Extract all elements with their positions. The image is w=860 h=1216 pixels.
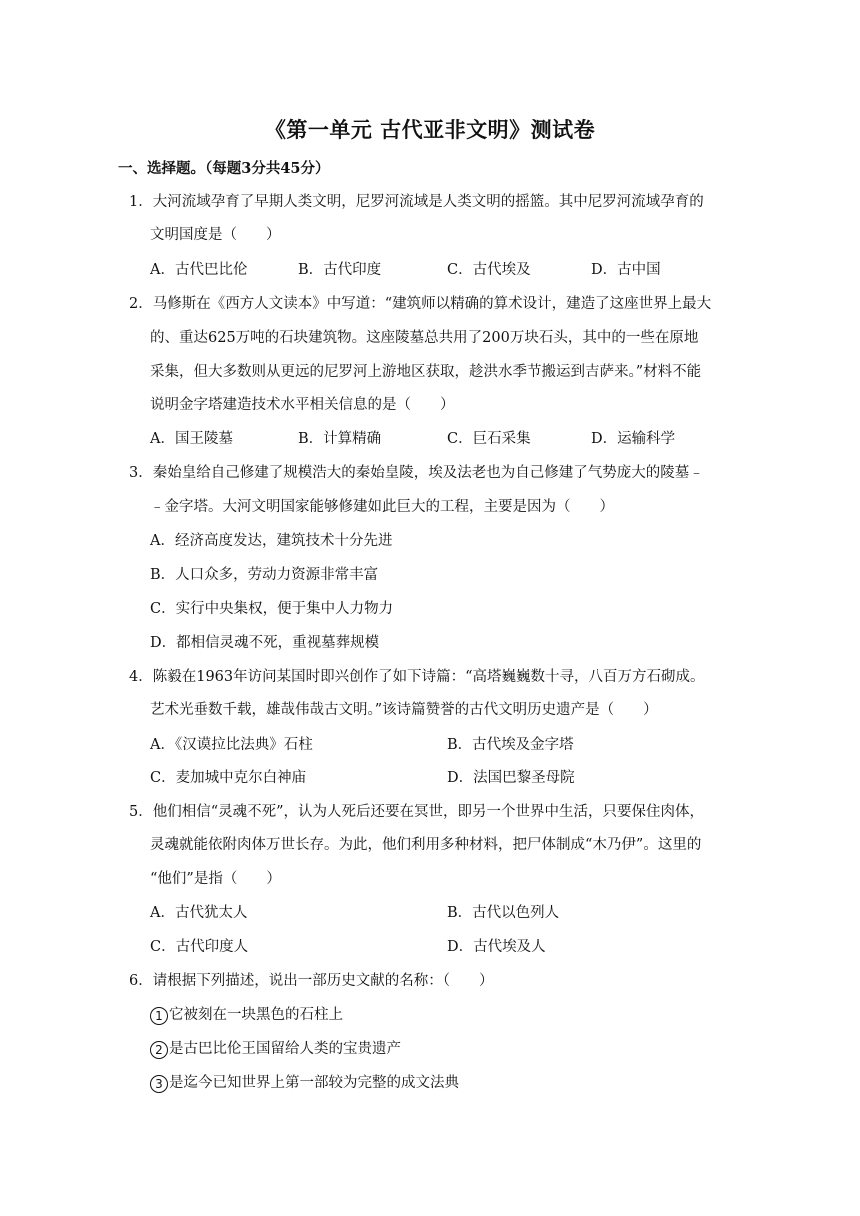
question-4-line-2: 艺术光垂数千载，雄哉伟哉古文明。”该诗篇赞誉的古代文明历史遗产是（ ）: [150, 702, 658, 718]
question-5-line-3: “他们”是指（ ）: [150, 871, 281, 887]
question-3-line-1: 3．秦始皇给自己修建了规模浩大的秦始皇陵，埃及法老也为自己修建了气势庞大的陵墓﹣: [129, 465, 704, 481]
clue-item-3: [150, 1071, 459, 1093]
question-2-line-2: 的、重达625万吨的石块建筑物。这座陵墓总共用了200万块石头，其中的一些在原地: [150, 330, 699, 346]
question-6-line-1: 6．请根据下列描述，说出一部历史文献的名称：（ ）: [129, 973, 494, 989]
clue-item-2: [150, 1037, 401, 1059]
option-c: C．古代埃及: [447, 262, 531, 278]
option-a: A．国王陵墓: [150, 431, 233, 447]
question-2-line-4: 说明金字塔建造技术水平相关信息的是（ ）: [150, 397, 455, 413]
option-b: B．古代以色列人: [447, 905, 560, 921]
section-heading: 一、选择题。（每题3分共45分）: [118, 160, 330, 177]
circled-number-1: 1: [150, 1007, 168, 1025]
question-5-line-1: 5．他们相信“灵魂不死”，认为人死后还要在冥世，即另一个世界中生活，只要保住肉体，: [129, 804, 705, 820]
option-a: A．《汉谟拉比法典》石柱: [150, 737, 313, 753]
circled-number-3: 3: [150, 1075, 168, 1093]
option-b: B．计算精确: [298, 431, 382, 447]
option-c: C．麦加城中克尔白神庙: [150, 770, 307, 786]
question-2-line-1: 2．马修斯在《西方人文读本》中写道：“建筑师以精确的算术设计，建造了这座世界上最大: [129, 296, 712, 312]
circled-number-2: 2: [150, 1041, 168, 1059]
question-1-line-2: 文明国度是（ ）: [150, 227, 281, 243]
option-d: D．法国巴黎圣母院: [447, 770, 575, 786]
option-d: D．运输科学: [591, 431, 676, 447]
option-c: C．实行中央集权，便于集中人力物力: [150, 601, 394, 617]
option-b: B．古代印度: [298, 262, 382, 278]
page-title: 《第一单元 古代亚非文明》测试卷: [264, 117, 596, 142]
option-d: D．古代埃及人: [447, 939, 546, 955]
option-a: A．古代巴比伦: [150, 262, 248, 278]
question-3-line-2: ﹣金字塔。大河文明国家能够修建如此巨大的工程，主要是因为（ ）: [150, 499, 614, 515]
option-a: A．经济高度发达，建筑技术十分先进: [150, 533, 393, 549]
question-4-line-1: 4．陈毅在1963年访问某国时即兴创作了如下诗篇：“高塔巍巍数十寻，八百万方石砌成。: [129, 669, 705, 685]
option-a: A．古代犹太人: [150, 905, 248, 921]
question-1-line-1: 1．大河流域孕育了早期人类文明，尼罗河流域是人类文明的摇篮。其中尼罗河流域孕育的: [129, 194, 704, 210]
question-2-line-3: 采集，但大多数则从更远的尼罗河上游地区获取，趁洪水季节搬运到吉萨来。”材料不能: [150, 364, 702, 380]
clue-text-1: 它被刻在一块黑色的石柱上: [169, 1007, 343, 1023]
clue-item-1: [150, 1003, 343, 1025]
option-c: C．巨石采集: [447, 431, 531, 447]
option-b: B．古代埃及金字塔: [447, 737, 574, 753]
option-d: D．都相信灵魂不死，重视墓葬规模: [150, 635, 380, 651]
question-5-line-2: 灵魂就能依附肉体万世长存。为此，他们利用多种材料，把尸体制成“木乃伊”。这里的: [150, 837, 702, 853]
option-d: D．古中国: [591, 262, 661, 278]
option-b: B．人口众多，劳动力资源非常丰富: [150, 567, 379, 583]
clue-text-3: 是迄今已知世界上第一部较为完整的成文法典: [169, 1075, 459, 1091]
clue-text-2: 是古巴比伦王国留给人类的宝贵遗产: [169, 1041, 401, 1057]
option-c: C．古代印度人: [150, 939, 249, 955]
